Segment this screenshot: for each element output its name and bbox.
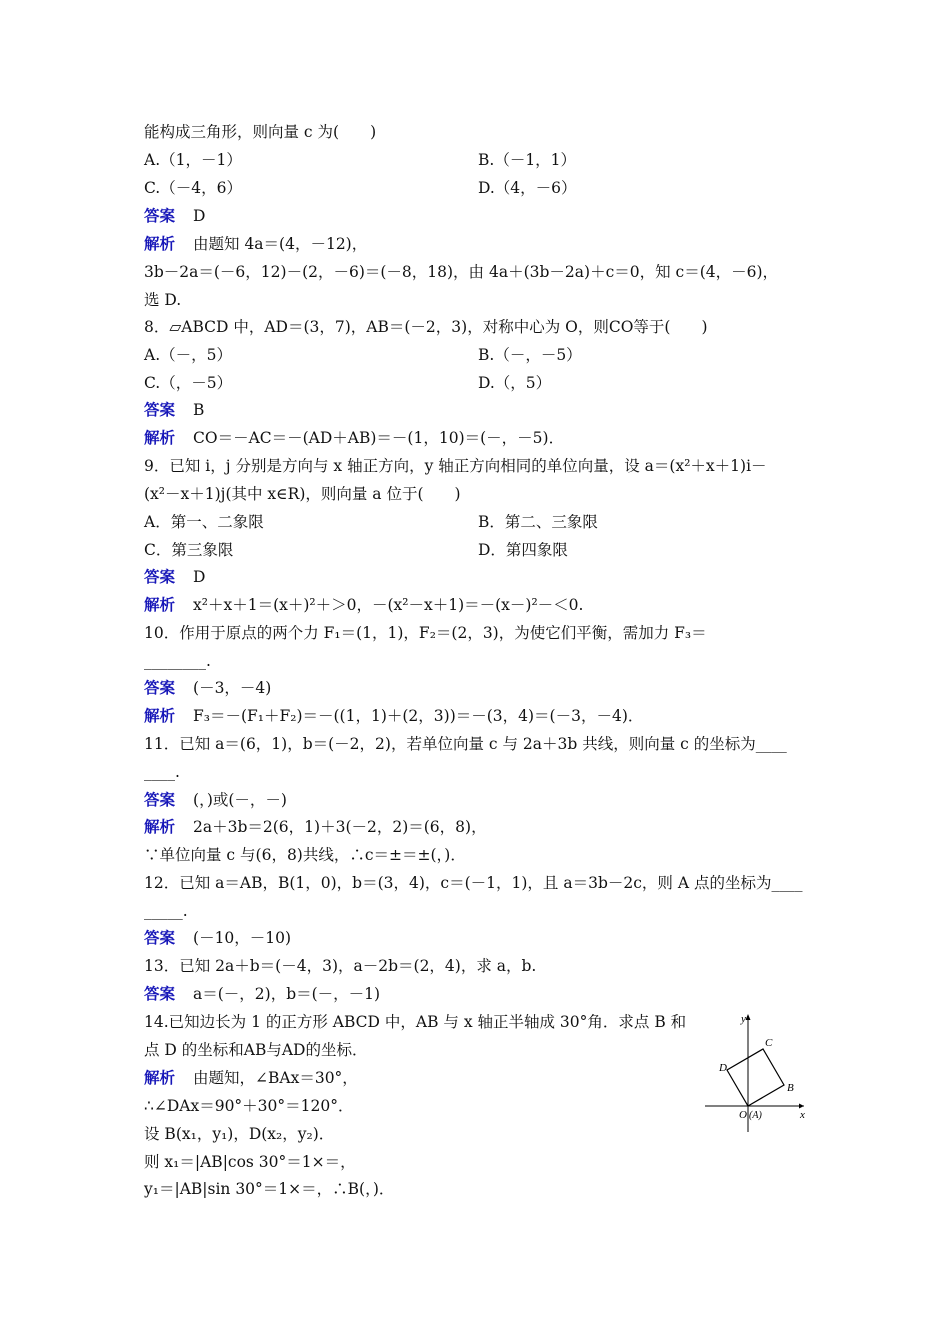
q14-analysis-line4: 则 x₁＝|AB|cos 30°＝1×＝， xyxy=(144,1153,356,1171)
q9-option-c: C．第三象限 xyxy=(144,541,234,559)
label-a: (A) xyxy=(749,1110,762,1121)
q7-answer: 答案 D xyxy=(144,207,206,225)
q13-stem: 13．已知 2a＋b＝(－4，3)，a－2b＝(2，4)，求 a，b. xyxy=(144,957,537,975)
q9-answer: 答案 D xyxy=(144,568,206,586)
q7-option-d: D.（4，－6） xyxy=(478,179,577,197)
label-c: C xyxy=(765,1037,773,1049)
q14-analysis-line2: ∴∠DAx＝90°＋30°＝120°． xyxy=(144,1097,354,1115)
q7-option-a: A.（1，－1） xyxy=(144,151,242,169)
q7-stem-end: 能构成三角形，则向量 c 为( ) xyxy=(144,123,377,141)
q14-analysis-line5: y₁＝|AB|sin 30°＝1×＝，∴B(，)． xyxy=(144,1180,395,1198)
q12-answer: 答案 (－10，－10) xyxy=(144,929,292,947)
q9-option-d: D．第四象限 xyxy=(478,541,568,559)
q9-option-a: A．第一、二象限 xyxy=(144,513,264,531)
q11-analysis: 解析 2a＋3b＝2(6，1)＋3(－2，2)＝(6，8)， xyxy=(144,818,487,836)
q9-option-b: B．第二、三象限 xyxy=(478,513,598,531)
q8-analysis: 解析 CO＝－AC＝－(AD＋AB)＝－(1，10)＝(－，－5)． xyxy=(144,429,565,447)
x-axis-arrow xyxy=(799,1104,804,1109)
q10-blank: ________. xyxy=(144,652,211,670)
q12-blank: _____. xyxy=(144,902,188,920)
analysis-label: 解析 xyxy=(144,235,176,253)
label-d: D xyxy=(719,1062,727,1074)
q10-answer: 答案 (－3，－4) xyxy=(144,679,272,697)
q11-analysis-line2: ∵单位向量 c 与(6，8)共线，∴c＝±＝±(，)． xyxy=(144,846,466,864)
q12-stem: 12．已知 a＝AB，B(1，0)，b＝(3，4)，c＝(－1，1)，且 a＝3b－2c，则 A 点的坐标为____ xyxy=(144,874,803,892)
q9-stem: 9．已知 i，j 分别是方向与 x 轴正方向，y 轴正方向相同的单位向量，设 a＝(x²＋x＋1)i－ xyxy=(144,457,767,475)
q8-answer: 答案 B xyxy=(144,401,205,419)
q8-option-b: B.（－，－5） xyxy=(478,346,582,364)
q13-answer: 答案 a＝(－，2)，b＝(－，－1) xyxy=(144,985,381,1003)
q14-analysis: 解析 由题知，∠BAx＝30°， xyxy=(144,1069,358,1087)
q11-answer: 答案 (，)或(－，－) xyxy=(144,791,287,809)
q7-analysis-line2: 3b－2a＝(－6，12)－(2，－6)＝(－8，18)，由 4a＋(3b－2a)＋c＝0，知 c＝(4，－6)， xyxy=(144,263,779,281)
q8-stem: 8．▱ABCD 中，AD＝(3，7)，AB＝(－2，3)，对称中心为 O，则CO等于( ) xyxy=(144,318,708,336)
square-abcd xyxy=(727,1049,784,1106)
q8-option-d: D.（，5） xyxy=(478,374,552,392)
q10-stem: 10．作用于原点的两个力 F₁＝(1，1)，F₂＝(2，3)，为使它们平衡，需加力 F₃＝ xyxy=(144,624,707,642)
label-o: O xyxy=(739,1109,747,1121)
q10-analysis: 解析 F₃＝－(F₁＋F₂)＝－((1，1)＋(2，3))＝－(3，4)＝(－3，－4)． xyxy=(144,707,644,725)
q8-option-a: A.（－，5） xyxy=(144,346,232,364)
label-x: x xyxy=(800,1109,805,1121)
q7-option-b: B.（－1，1） xyxy=(478,151,577,169)
q7-analysis: 解析 由题知 4a＝(4，－12)， xyxy=(144,235,368,253)
q14-analysis-line3: 设 B(x₁，y₁)，D(x₂，y₂)． xyxy=(144,1125,335,1143)
label-b: B xyxy=(787,1082,794,1094)
answer-label: 答案 xyxy=(144,207,176,225)
q7-analysis-line3: 选 D. xyxy=(144,291,182,309)
q14-stem-line2: 点 D 的坐标和AB与AD的坐标． xyxy=(144,1041,368,1059)
label-y: y xyxy=(741,1013,746,1025)
square-coordinate-figure xyxy=(700,1010,810,1140)
q9-analysis: 解析 x²＋x＋1＝(x＋)²＋＞0，－(x²－x＋1)＝－(x－)²－＜0. xyxy=(144,596,584,614)
q7-option-c: C.（－4，6） xyxy=(144,179,242,197)
q14-stem: 14.已知边长为 1 的正方形 ABCD 中，AB 与 x 轴正半轴成 30°角．求点 B 和 xyxy=(144,1013,687,1031)
y-axis-arrow xyxy=(746,1014,751,1020)
q9-stem-line2: (x²－x＋1)j(其中 x∈R)，则向量 a 位于( ) xyxy=(144,485,461,503)
q11-blank: ____. xyxy=(144,763,180,781)
q8-option-c: C.（，－5） xyxy=(144,374,233,392)
q11-stem: 11．已知 a＝(6，1)，b＝(－2，2)，若单位向量 c 与 2a＋3b 共线，则向量 c 的坐标为____ xyxy=(144,735,787,753)
